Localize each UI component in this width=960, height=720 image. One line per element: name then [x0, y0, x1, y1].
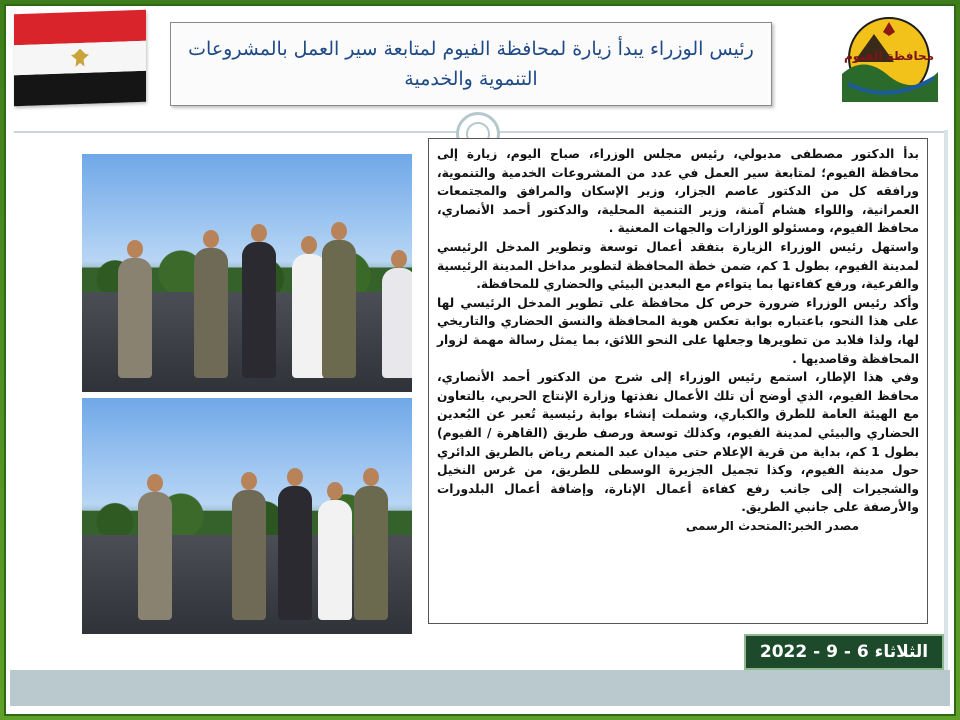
eagle-emblem-icon: [71, 48, 89, 67]
visit-photo-1: [82, 154, 412, 392]
article-body: [428, 138, 928, 624]
title-box: [170, 22, 772, 106]
article-paragraph: وفي هذا الإطار، استمع رئيس الوزراء إلى شرح من الدكتور أحمد الأنصاري، محافظ الفيوم، الذي أوضح أن تلك الأعمال نفذتها وزارة الإنتاج الحربي، بالتعاون مع الهيئة العامة للطرق والكباري، وشملت إنشاء بوابة رئيسية تُعبر عن البُعدين الحضاري والبيئي لمدينة الفيوم، وكذلك توسعة ورصف طريق (القاهرة / الفيوم) بطول 1 كم، بداية من قرية الإعلام حتى ميدان عبد المنعم رياض بالطريق الدائري حول مدينة الفيوم، وكذا تجميل الجزيرة الوسطى للطريق، من غرس النخيل والشجيرات إلى جانب رفع كفاءة أعمال الإنارة، وإضافة أعمال البلدورات والأرصفة على جانبي الطريق.: [437, 370, 919, 515]
visit-photo-2: [82, 398, 412, 634]
footer-band: [10, 670, 950, 706]
governorate-logo: [834, 14, 944, 102]
article-paragraph: وأكد رئيس الوزراء ضرورة حرص كل محافظة على تطوير المدخل الرئيسي لها على هذا النحو، باعتباره بوابة تعكس هوية المحافظة والنسق الحضاري والتاريخي لها، ولذا فلابد من تطويرها وجعلها على النحو اللائق، بما يمثل رسالة مهمة لزوار المحافظة وقاصديها .: [437, 295, 919, 366]
side-rule: [944, 130, 948, 670]
news-source: مصدر الخبر:المتحدث الرسمى: [685, 518, 859, 533]
article-paragraph: بدأ الدكتور مصطفى مدبولي، رئيس مجلس الوزراء، صباح اليوم، زيارة إلى محافظة الفيوم؛ لمتابعة سير العمل في عدد من المشروعات الخدمية والتنموية، ورافقه كل من الدكتور عاصم الجزار، وزير الإسكان والمرافق والمجتمعات العمرانية، واللواء هشام آمنة، وزير التنمية المحلية، والدكتور أحمد الأنصاري، محافظ الفيوم، ومسئولو الوزارات والجهات المعنية .: [437, 147, 919, 236]
page-title: رئيس الوزراء يبدأ زيارة لمحافظة الفيوم لمتابعة سير العمل بالمشروعات التنموية والخدمية: [188, 38, 754, 90]
svg-text:محافظة الفيوم: محافظة الفيوم: [843, 49, 935, 63]
egypt-flag: [14, 10, 146, 107]
date-label: الثلاثاء 6 - 9 - 2022: [744, 634, 944, 670]
article-paragraph: واستهل رئيس الوزراء الزيارة بتفقد أعمال توسعة وتطوير المدخل الرئيسي لمدينة الفيوم، بطول 1 كم، ضمن خطة المحافظة لتطوير مداخل المدينة الرئيسية والفرعية، ورفع كفاءتها بما يتواءم مع البعدين البيئي والحضاري للمحافظة.: [437, 239, 920, 292]
logo-text: [844, 49, 934, 64]
